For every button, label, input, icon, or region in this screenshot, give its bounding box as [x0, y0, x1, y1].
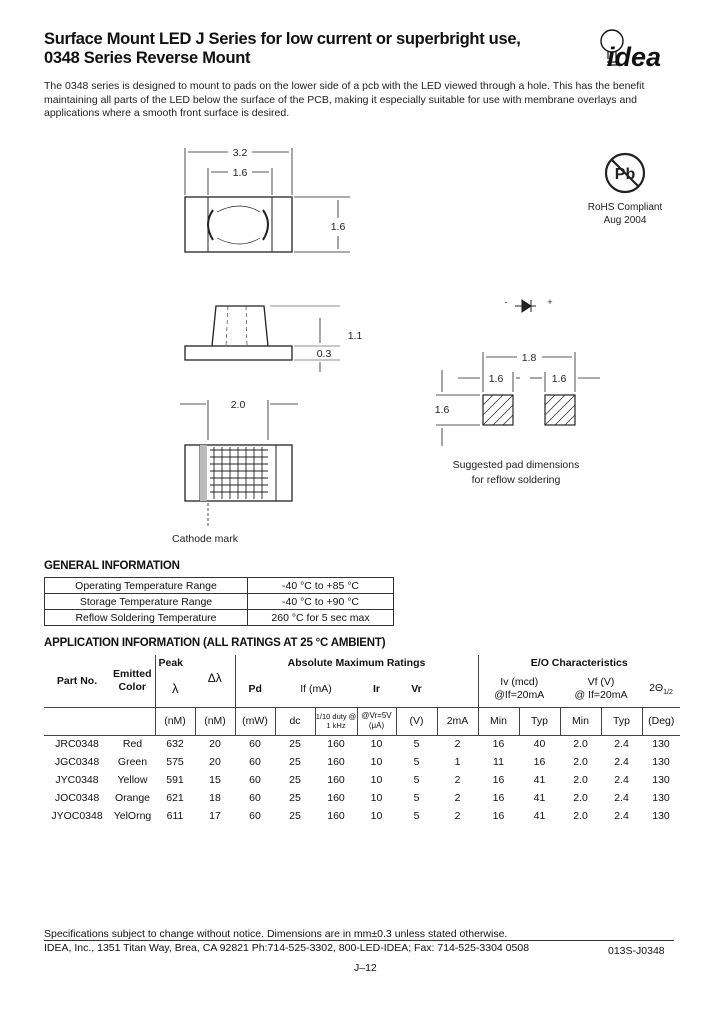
col-header-color: Emitted Color	[112, 667, 152, 693]
cathode-label: Cathode mark	[172, 533, 238, 545]
cell-vfmin: 2.0	[573, 810, 588, 822]
theta-subscript: 1/2	[663, 688, 673, 696]
bottom-view-drawing	[180, 400, 298, 528]
cell-ir: 10	[370, 774, 383, 786]
cell-part: JRC0348	[55, 738, 99, 751]
cell-ir: 10	[370, 756, 383, 768]
cell-vr: 5	[413, 774, 420, 786]
dim-pad-width-1: 1.6	[488, 373, 504, 385]
cell-dc: 25	[289, 792, 301, 804]
cell-vr: 5	[413, 738, 420, 751]
diode-plus-label: +	[547, 297, 553, 307]
table-row	[44, 735, 680, 753]
application-info-table	[44, 655, 680, 825]
cell-deg: 130	[652, 756, 670, 768]
cell-pd: 60	[249, 792, 261, 804]
unit-typ-1: Typ	[519, 707, 560, 735]
cell-pd: 60	[249, 756, 261, 768]
general-info-table	[44, 577, 394, 626]
side-view-drawing	[185, 306, 340, 372]
table-row	[45, 594, 394, 610]
rohs-date-label: Aug 2004	[603, 215, 647, 226]
col-header-ir: Ir	[372, 682, 380, 695]
cell-dl: 15	[209, 774, 221, 786]
cell-peak: 621	[166, 792, 184, 804]
cell-peak: 611	[166, 810, 184, 822]
table-header-row	[44, 655, 680, 671]
doc-code: 013S-J0348	[608, 945, 665, 957]
dim-pad-pitch: 1.8	[521, 352, 537, 364]
table-row	[44, 807, 680, 825]
spec-note: Specifications subject to change without notice. Dimensions are in mm±0.3 unless stated otherwise.	[44, 928, 508, 940]
cell-vr: 5	[413, 810, 420, 822]
cell-color: YelOrng	[113, 810, 152, 822]
rohs-no-lead-icon	[606, 154, 644, 192]
cell-deg: 130	[652, 810, 670, 822]
unit-mw: (mW)	[235, 707, 275, 735]
cell-part: JYOC0348	[51, 810, 103, 822]
cell-pd: 60	[249, 774, 261, 786]
unit-typ-2: Typ	[601, 707, 642, 735]
cell-ivtyp: 41	[533, 792, 546, 804]
cell-vr: 5	[413, 792, 420, 804]
dim-bottom-width: 2.0	[230, 399, 246, 411]
cell-ivtyp: 40	[533, 738, 546, 751]
cell-ivmin: 16	[492, 738, 505, 751]
general-label: Storage Temperature Range	[45, 594, 248, 610]
intro-paragraph: The 0348 series is designed to mount to pads on the lower side of a pcb with the LED viewed through a hole. This has the benefit maintaining all parts of the LED below the surface of the PCB, making it especially suitable for use with membrane overlays and applications where a smooth front surface is desired.	[44, 80, 645, 119]
cell-vftyp: 2.4	[614, 756, 629, 768]
cell-deg: 130	[652, 792, 670, 804]
cell-dl: 17	[209, 810, 221, 822]
unit-duty: 1/10 duty @ 1 kHz	[315, 707, 357, 735]
general-value: 260 °C for 5 sec max	[248, 610, 394, 626]
cell-ivtyp: 41	[533, 810, 546, 822]
logo-text: idea	[607, 42, 662, 72]
cell-vfmin: 2.0	[573, 792, 588, 804]
theta-label: 2Θ	[649, 681, 664, 694]
dim-pad-height: 1.6	[434, 404, 450, 416]
vf-condition: @ If=20mA	[574, 688, 628, 701]
cell-pulse: 160	[327, 810, 345, 822]
general-label: Operating Temperature Range	[45, 578, 248, 594]
cell-pd: 60	[249, 738, 261, 751]
cell-dc: 25	[289, 774, 301, 786]
footer-address: IDEA, Inc., 1351 Titan Way, Brea, CA 92821 Ph:714-525-3302, 800-LED-IDEA; Fax: 714-525-3304 0508	[44, 942, 530, 954]
cell-ivtyp: 41	[533, 774, 546, 786]
unit-nm-1: (nM)	[155, 707, 195, 735]
pad-caption-line-2: for reflow soldering	[471, 474, 561, 486]
cell-vftyp: 2.4	[614, 774, 629, 786]
drawings-area	[0, 140, 720, 560]
pad-caption-line-1: Suggested pad dimensions	[452, 459, 580, 471]
general-value: -40 °C to +85 °C	[248, 578, 394, 594]
general-info-heading: GENERAL INFORMATION	[44, 560, 180, 572]
cell-vftyp: 2.4	[614, 810, 629, 822]
cell-color: Green	[117, 756, 148, 768]
table-row	[45, 610, 394, 626]
unit-cell	[44, 707, 110, 735]
unit-v: (V)	[396, 707, 437, 735]
table-row	[44, 771, 680, 789]
iv-condition: @If=20mA	[494, 688, 545, 701]
cell-peak: 575	[166, 756, 184, 768]
general-label: Reflow Soldering Temperature	[45, 610, 248, 626]
cell-dc: 25	[289, 738, 301, 751]
table-row	[45, 578, 394, 594]
col-header-vr: Vr	[411, 682, 422, 695]
col-header-pd: Pd	[235, 671, 275, 707]
col-header-lambda: λ	[155, 671, 195, 707]
cell-ir: 10	[370, 738, 383, 751]
dim-top-width: 3.2	[232, 147, 248, 159]
col-header-if: If (mA)	[300, 682, 332, 695]
dim-top-inner: 1.6	[232, 167, 248, 179]
col-header-part: Part No.	[56, 674, 98, 687]
cell-pulse: 160	[327, 756, 345, 768]
cell-dl: 20	[209, 756, 221, 768]
cell-color: Red	[122, 738, 143, 751]
cell-vr: 5	[413, 756, 420, 768]
col-header-absmax: Absolute Maximum Ratings	[235, 655, 478, 671]
table-units-row	[44, 707, 680, 735]
cell-v2: 2	[454, 738, 461, 751]
application-rows	[44, 735, 680, 825]
cell-ivmin: 16	[492, 810, 505, 822]
diode-symbol-icon	[515, 300, 536, 312]
dim-pad-width-2: 1.6	[551, 373, 567, 385]
vf-label: Vf (V)	[587, 675, 615, 688]
cell-ivmin: 16	[492, 774, 505, 786]
cell-part: JOC0348	[54, 792, 100, 804]
cell-peak: 591	[166, 774, 184, 786]
table-row	[44, 789, 680, 807]
unit-nm-2: (nM)	[195, 707, 235, 735]
cell-vfmin: 2.0	[573, 756, 588, 768]
cell-ir: 10	[370, 792, 383, 804]
cell-part: JYC0348	[55, 774, 99, 786]
col-header-peak: Peak	[155, 655, 195, 671]
cell-color: Orange	[114, 792, 151, 804]
iv-label: Iv (mcd)	[500, 675, 539, 688]
cell-color: Yellow	[117, 774, 148, 786]
unit-ir: @Vr=5V (μA)	[357, 707, 396, 735]
diode-minus-label: -	[504, 297, 508, 307]
cell-ivmin: 16	[492, 792, 505, 804]
unit-min-1: Min	[478, 707, 519, 735]
cell-vfmin: 2.0	[573, 738, 588, 751]
title-line-2: 0348 Series Reverse Mount	[44, 49, 251, 67]
dim-side-height: 1.1	[347, 330, 363, 342]
application-info-heading: APPLICATION INFORMATION (ALL RATINGS AT 25 °C AMBIENT)	[44, 637, 386, 649]
cell-ir: 10	[370, 810, 383, 822]
col-header-theta	[642, 671, 680, 707]
unit-cell	[110, 707, 155, 735]
idea-logo	[598, 26, 678, 82]
cell-dc: 25	[289, 810, 301, 822]
cell-deg: 130	[652, 738, 670, 751]
footer-divider	[44, 940, 674, 941]
title-line-1: Surface Mount LED J Series for low current or superbright use,	[44, 30, 521, 48]
cell-part: JGC0348	[54, 756, 100, 768]
cell-ivtyp: 16	[533, 756, 546, 768]
cell-pulse: 160	[327, 792, 345, 804]
col-header-iv	[478, 671, 560, 707]
rohs-compliant-label: RoHS Compliant	[587, 202, 663, 213]
cell-dc: 25	[289, 756, 301, 768]
dim-top-height: 1.6	[330, 221, 346, 233]
cell-vftyp: 2.4	[614, 738, 629, 751]
cell-peak: 632	[166, 738, 184, 751]
page-number: J–12	[354, 962, 377, 974]
cell-pulse: 160	[327, 774, 345, 786]
pad-layout-drawing	[436, 352, 600, 446]
cell-dl: 18	[209, 792, 221, 804]
cell-v2: 1	[454, 756, 461, 768]
unit-deg: (Deg)	[642, 707, 680, 735]
cell-pd: 60	[249, 810, 261, 822]
page-title	[44, 30, 521, 68]
unit-dc: dc	[275, 707, 315, 735]
table-row	[44, 753, 680, 771]
cell-vfmin: 2.0	[573, 774, 588, 786]
cell-v2: 2	[454, 792, 461, 804]
unit-min-2: Min	[560, 707, 601, 735]
cell-v2: 2	[454, 810, 461, 822]
col-header-vf	[560, 671, 642, 707]
dim-side-base: 0.3	[316, 348, 332, 360]
col-header-delta-lambda: Δλ	[207, 671, 222, 685]
cell-v2: 2	[454, 774, 461, 786]
rohs-pb-symbol: Pb	[614, 166, 636, 183]
cell-pulse: 160	[327, 738, 345, 751]
general-value: -40 °C to +90 °C	[248, 594, 394, 610]
cell-dl: 20	[209, 738, 221, 751]
col-header-eo: E/O Characteristics	[478, 655, 680, 671]
cell-ivmin: 11	[493, 756, 504, 768]
unit-2ma: 2mA	[437, 707, 478, 735]
cell-deg: 130	[652, 774, 670, 786]
top-view-drawing	[185, 148, 350, 252]
cell-vftyp: 2.4	[614, 792, 629, 804]
